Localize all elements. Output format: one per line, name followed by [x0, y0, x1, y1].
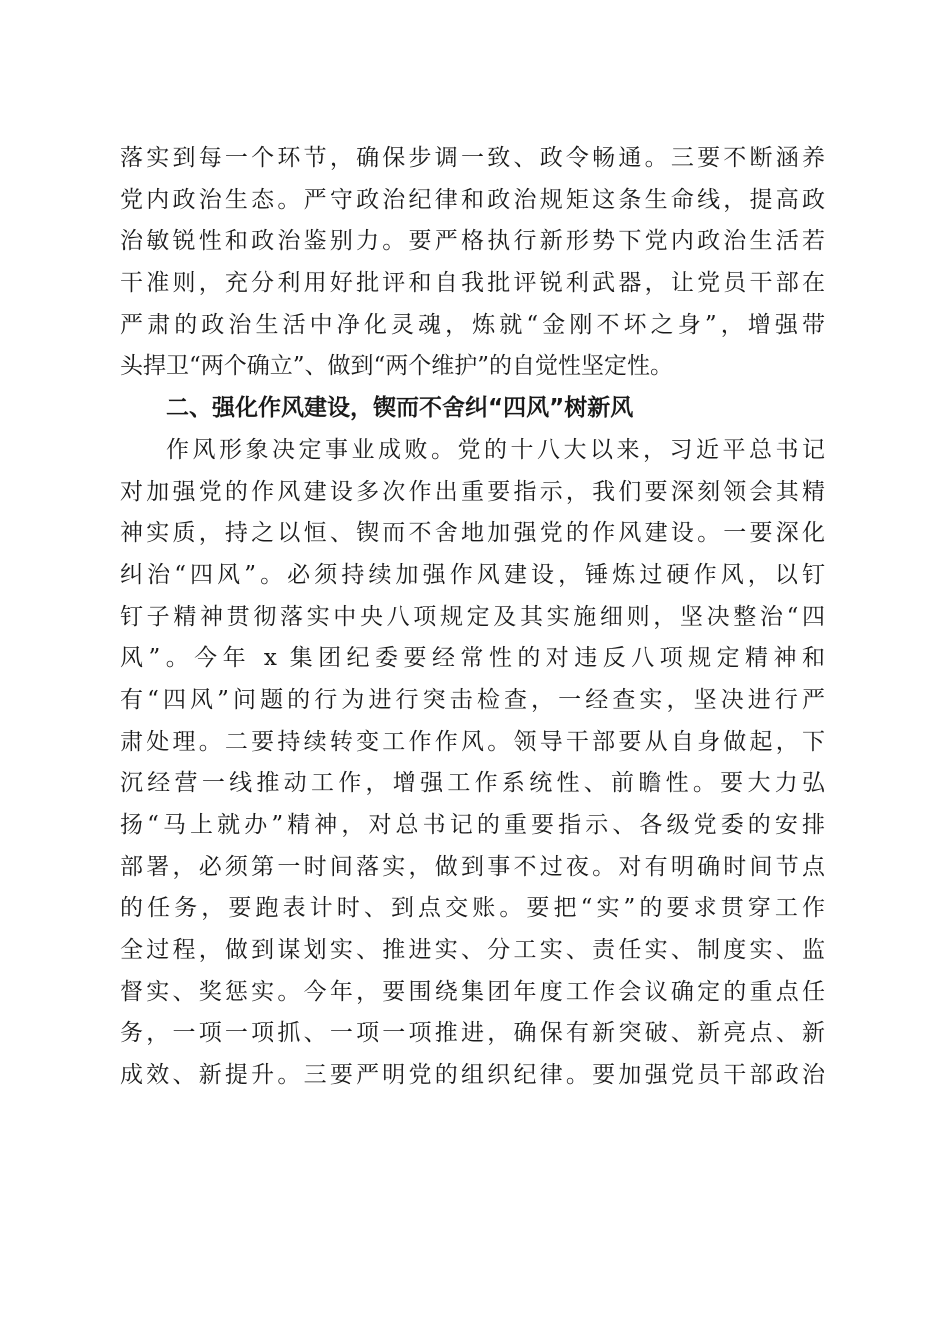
section-heading: 二、强化作风建设，锲而不舍纠“四风”树新风 — [166, 395, 634, 422]
paragraph-first-line: 作风形象决定事业成败。党的十八大以来，习近平总书记 — [166, 436, 825, 463]
text-line: 扬“马上就办”精神，对总书记的重要指示、各级党委的安排 — [120, 812, 825, 838]
text-line: 神实质，持之以恒、锲而不舍地加强党的作风建设。一要深化 — [120, 520, 825, 547]
text-line: 的任务，要跑表计时、到点交账。要把“实”的要求贯穿工作 — [120, 895, 825, 922]
text-line: 严肃的政治生活中净化灵魂，炼就“金刚不坏之身”，增强带 — [120, 311, 825, 338]
paragraph-end-line: 头捍卫“两个确立”、做到“两个维护”的自觉性坚定性。 — [120, 353, 674, 380]
body-text — [120, 138, 825, 1097]
text-line: 党内政治生态。严守政治纪律和政治规矩这条生命线，提高政 — [120, 186, 825, 213]
text-line: 部署，必须第一时间落实，做到事不过夜。对有明确时间节点 — [120, 853, 825, 880]
text-line: 全过程，做到谋划实、推进实、分工实、责任实、制度实、监 — [120, 937, 825, 964]
text-line: 沉经营一线推动工作，增强工作系统性、前瞻性。要大力弘 — [120, 770, 825, 797]
text-line: 督实、奖惩实。今年，要围绕集团年度工作会议确定的重点任 — [120, 978, 825, 1005]
text-line: 成效、新提升。三要严明党的组织纪律。要加强党员干部政治 — [120, 1062, 825, 1089]
text-line: 治敏锐性和政治鉴别力。要严格执行新形势下党内政治生活若 — [120, 228, 825, 255]
text-line: 纠治“四风”。必须持续加强作风建设，锤炼过硬作风，以钉 — [120, 561, 825, 588]
text-line: 落实到每一个环节，确保步调一致、政令畅通。三要不断涵养 — [120, 145, 825, 171]
text-line: 肃处理。二要持续转变工作作风。领导干部要从自身做起，下 — [120, 728, 825, 755]
text-line: 钉子精神贯彻落实中央八项规定及其实施细则，坚决整治“四 — [120, 603, 825, 630]
text-line: 对加强党的作风建设多次作出重要指示，我们要深刻领会其精 — [120, 478, 825, 505]
text-line: 务，一项一项抓、一项一项推进，确保有新突破、新亮点、新 — [120, 1020, 825, 1047]
text-line: 风”。今年 x 集团纪委要经常性的对违反八项规定精神和 — [120, 645, 825, 672]
text-line: 干准则，充分利用好批评和自我批评锐利武器，让党员干部在 — [120, 270, 825, 297]
text-line: 有“四风”问题的行为进行突击检查，一经查实，坚决进行严 — [120, 686, 825, 713]
